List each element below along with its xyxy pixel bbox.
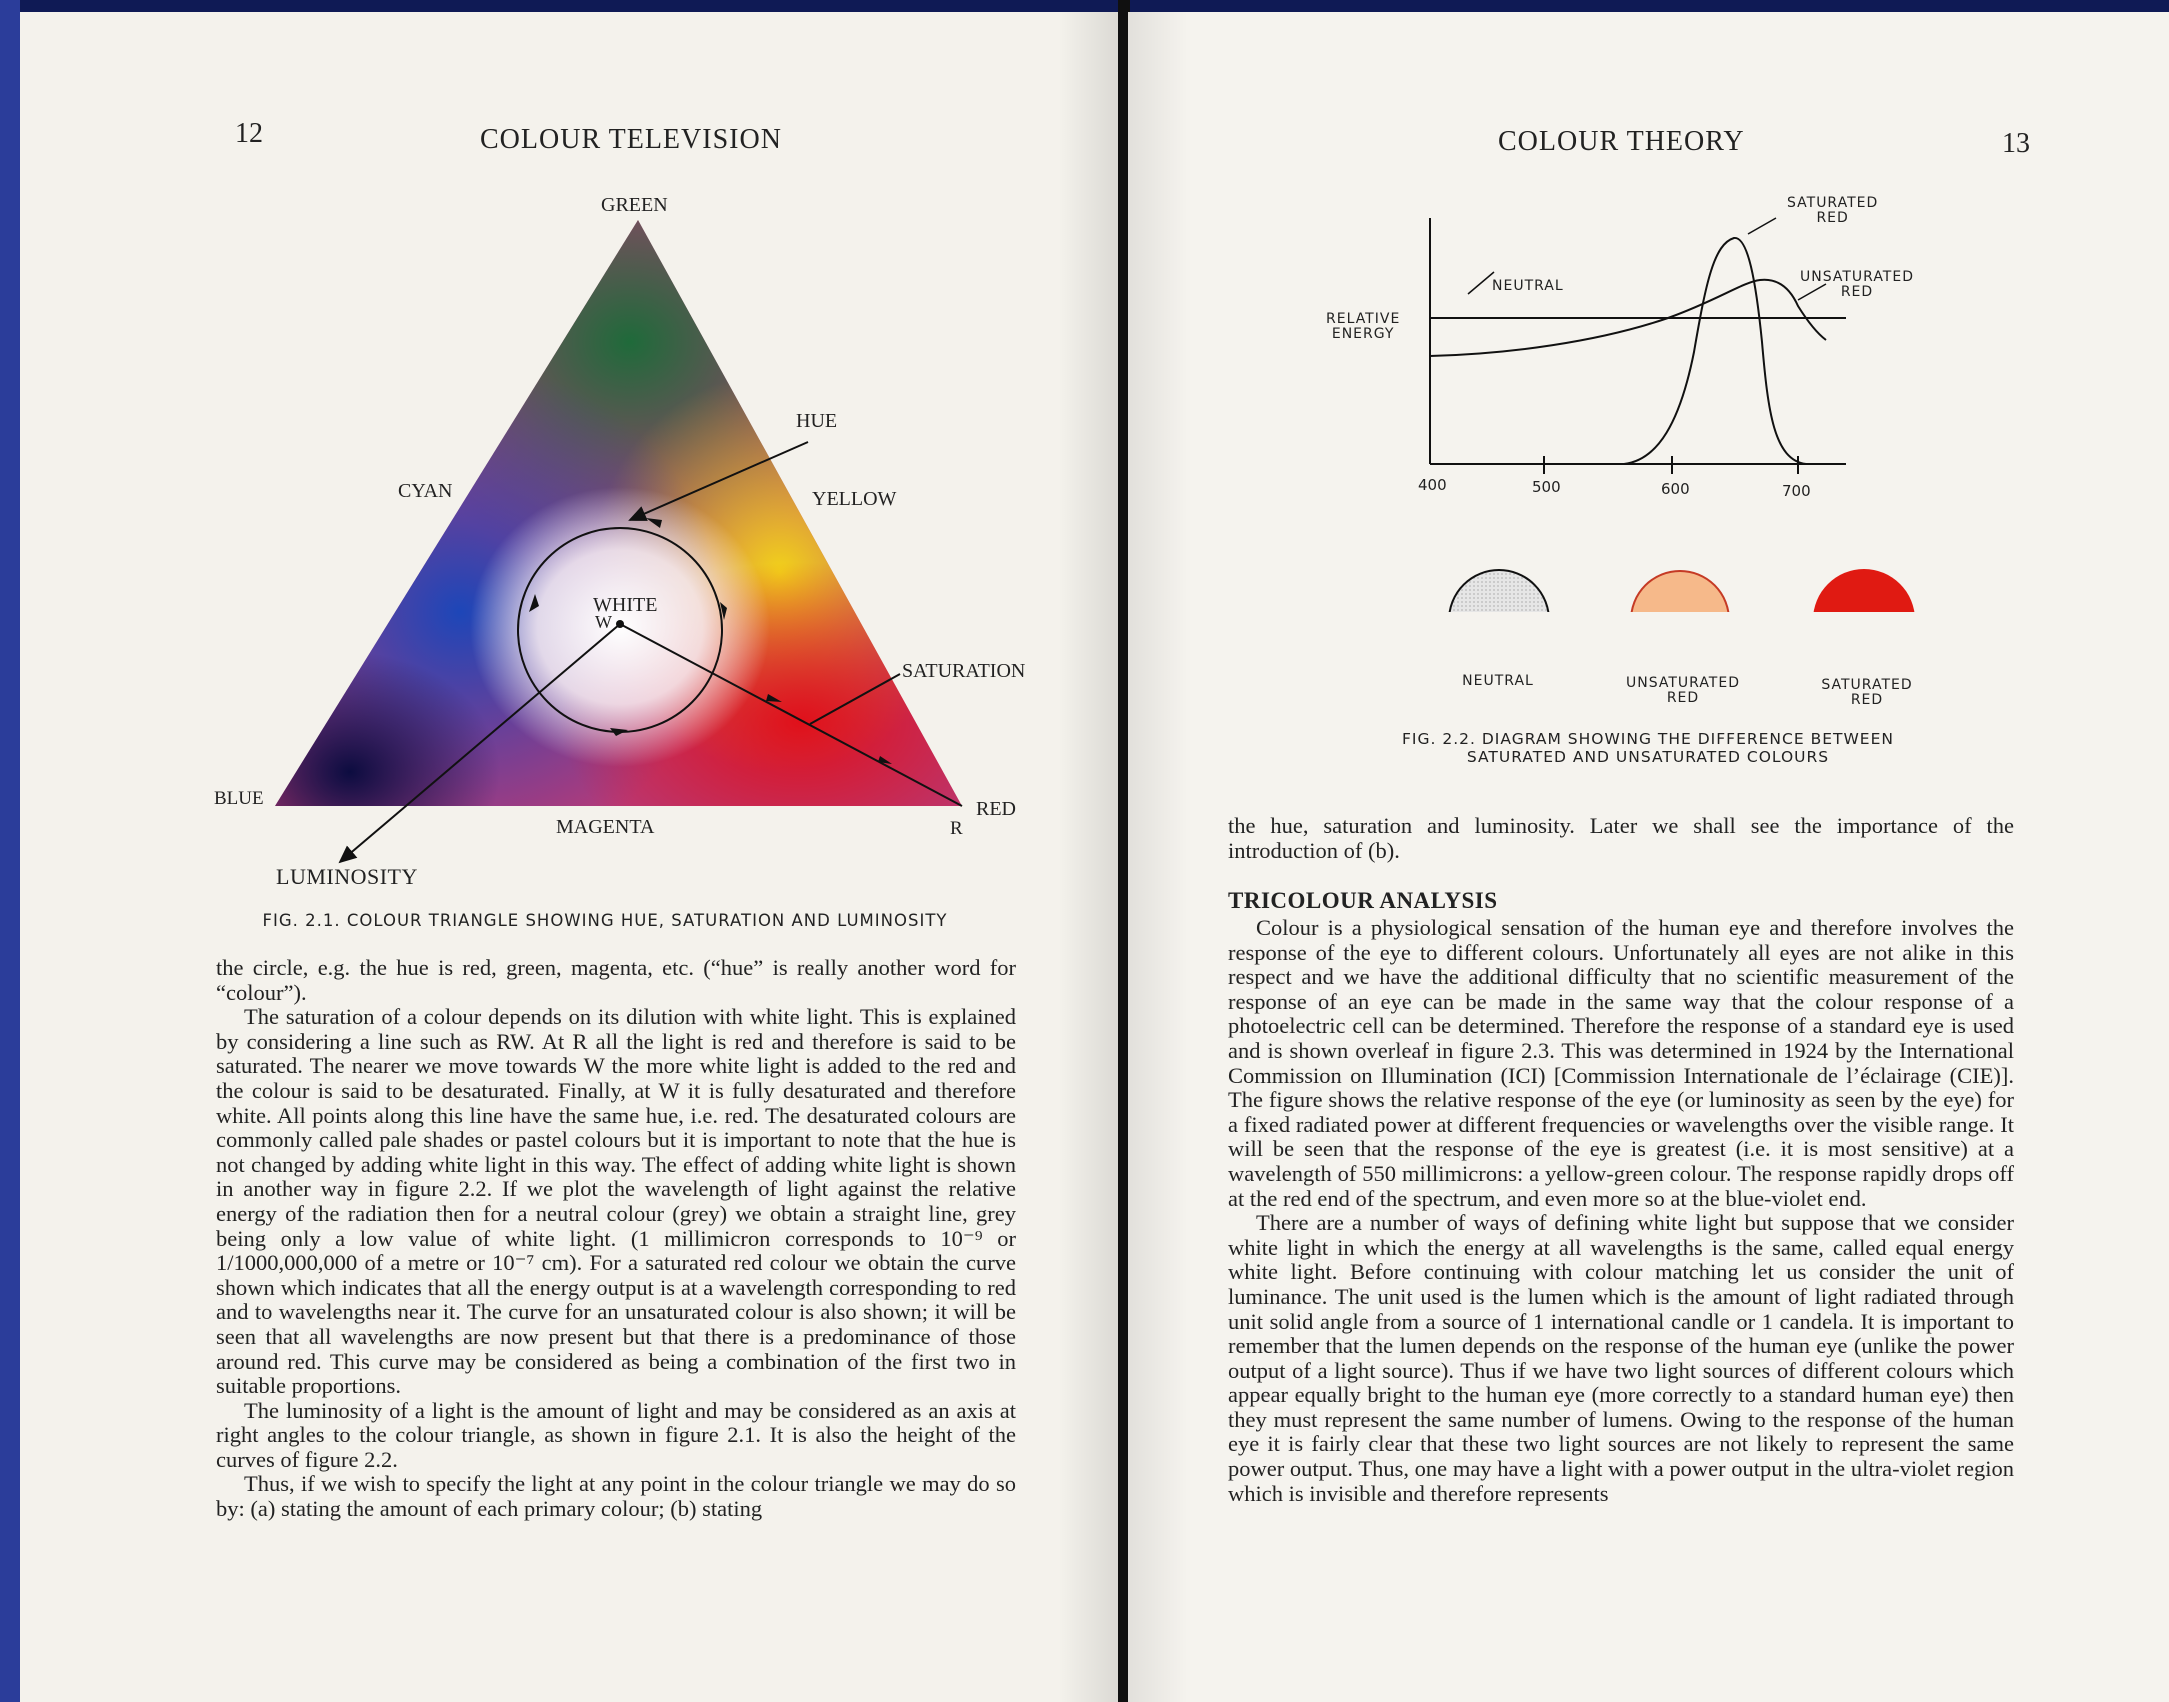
label-w: W: [595, 612, 612, 632]
paragraph: The saturation of a colour depends on its dilution with white light. This is explained by considering a line such as RW. At R all the light is red and therefore is said to be saturated. The nearer we move towards W the more white light is added to the red and the colour is said to be desaturated. Finally, at W it is fully desaturated and therefore white. All points along this line have the same hue, i.e. red. The desaturated colours are commonly called pale shades or pastel colours but it is important to note that the hue is not changed by adding white light in this way. The effect of adding white light is shown in another way in figure 2.2. If we plot the wavelength of light against the relative energy of the radiation then for a neutral colour (grey) we obtain a straight line, grey being only a low value of white light. (1 millimicron corresponds to 10⁻⁹ or 1/1000,000,000 of a metre or 10⁻⁷ cm). For a saturated red colour we obtain the curve shown which indicates that all the energy output is at a wavelength corresponding to red and to wavelengths near it. The curve for an unsaturated colour is also shown; it will be seen that all wavelengths are now present but that there is a predominance of those around red. This curve may be considered as being a combination of the first two in suitable proportions.: [216, 1004, 1016, 1399]
label-r: R: [950, 818, 963, 839]
label-blue: BLUE: [214, 788, 264, 809]
right-intro-text: [1228, 814, 2014, 863]
running-head-right: COLOUR THEORY: [1498, 126, 1745, 157]
figure-caption-2-1: FIG. 2.1. COLOUR TRIANGLE SHOWING HUE, SATURATION AND LUMINOSITY: [262, 911, 948, 930]
tick-label: 500: [1532, 478, 1561, 496]
section-heading: TRICOLOUR ANALYSIS: [1228, 888, 1498, 913]
label-neutral-curve: NEUTRAL: [1492, 278, 1564, 294]
label-luminosity: LUMINOSITY: [276, 864, 418, 889]
label-saturation: SATURATION: [902, 660, 1026, 682]
tick-label: 400: [1418, 476, 1447, 494]
running-head-left: COLOUR TELEVISION: [480, 124, 782, 155]
paragraph: the hue, saturation and luminosity. Later we shall see the importance of the introduction of (b).: [1228, 813, 2014, 863]
swatch-label-saturated: SATURATED RED: [1821, 677, 1913, 708]
tick-label: 600: [1661, 480, 1690, 498]
figure-caption-2-2: FIG. 2.2. DIAGRAM SHOWING THE DIFFERENCE BETWEEN SATURATED AND UNSATURATED COLOURS: [1402, 730, 1894, 766]
page-number-right: 13: [2002, 128, 2030, 159]
left-page: [20, 12, 1118, 1702]
book-edge: [0, 0, 20, 1702]
page-number-left: 12: [235, 118, 263, 149]
tick-label: 700: [1782, 482, 1811, 500]
label-hue: HUE: [796, 410, 838, 432]
paragraph: Colour is a physiological sensation of the human eye and therefore involves the response of the eye to different colours. Unfortunately all eyes are not alike in this respect and we have the additional difficulty that no scientific measurement of the response of an eye can be made in the same way that the colour response of a photoelectric cell can be determined. Therefore the response of a standard eye is used and is shown overleaf in figure 2.3. This was determined in 1924 by the International Commission on Illumination (ICI) [Commission Internationale de l’éclairage (CIE)]. The figure shows the relative response of the eye (or luminosity as seen by the eye) for a fixed radiated power at different frequencies or wavelengths over the visible range. It will be seen that the response of the eye is greatest (i.e. it is most sensitive) at a wavelength of 550 millimicrons: a yellow-green colour. The response rapidly drops off at the red end of the spectrum, and even more so at the blue-violet end.: [1228, 915, 2014, 1211]
swatch-label-unsaturated: UNSATURATED RED: [1626, 675, 1740, 706]
label-magenta: MAGENTA: [556, 816, 655, 838]
paragraph: The luminosity of a light is the amount of light and may be considered as an axis at right angles to the colour triangle, as shown in figure 2.1. It is also the height of the curves of figure 2.2.: [216, 1397, 1016, 1472]
label-green: GREEN: [601, 194, 668, 216]
paragraph: the circle, e.g. the hue is red, green, magenta, etc. (“hue” is really another word for “colour”).: [216, 955, 1016, 1005]
paragraph: There are a number of ways of defining white light but suppose that we consider white light in which the energy at all wavelengths is the same, called equal energy white light. Before continuing with colour matching let us consider the unit of luminance. The unit used is the lumen which is the amount of light radiated through unit solid angle from a source of 1 international candle or 1 candela. It is important to remember that the lumen depends on the response of the human eye (unlike the power output of a light source). Thus if we have two light sources of different colours which appear equally bright to the human eye (more correctly to a standard human eye) then they must represent the same number of lumens. Owing to the response of the human eye it is fairly clear that these two light sources are not likely to represent the same power output. Thus, one may have a light with a power output in the ultra-violet region which is invisible and therefore represents: [1228, 1210, 2014, 1506]
right-page: [1128, 12, 2169, 1702]
colour-triangle-figure: [20, 12, 1118, 912]
paragraph: Thus, if we wish to specify the light at any point in the colour triangle we may do so by: (a) stating the amount of each primary colour; (b) stating: [216, 1471, 1016, 1522]
label-saturated-red: SATURATED RED: [1787, 195, 1879, 226]
right-body-text: [1228, 916, 2014, 1506]
label-cyan: CYAN: [398, 480, 453, 502]
left-body-text: [216, 956, 1016, 1522]
label-red: RED: [976, 798, 1016, 820]
swatch-label-neutral: NEUTRAL: [1462, 673, 1534, 689]
energy-wavelength-graph: [1128, 12, 2169, 612]
label-white: WHITE: [593, 594, 658, 616]
y-axis-label: RELATIVE ENERGY: [1326, 311, 1401, 342]
label-unsaturated-red: UNSATURATED RED: [1800, 269, 1914, 300]
label-yellow: YELLOW: [812, 488, 897, 510]
